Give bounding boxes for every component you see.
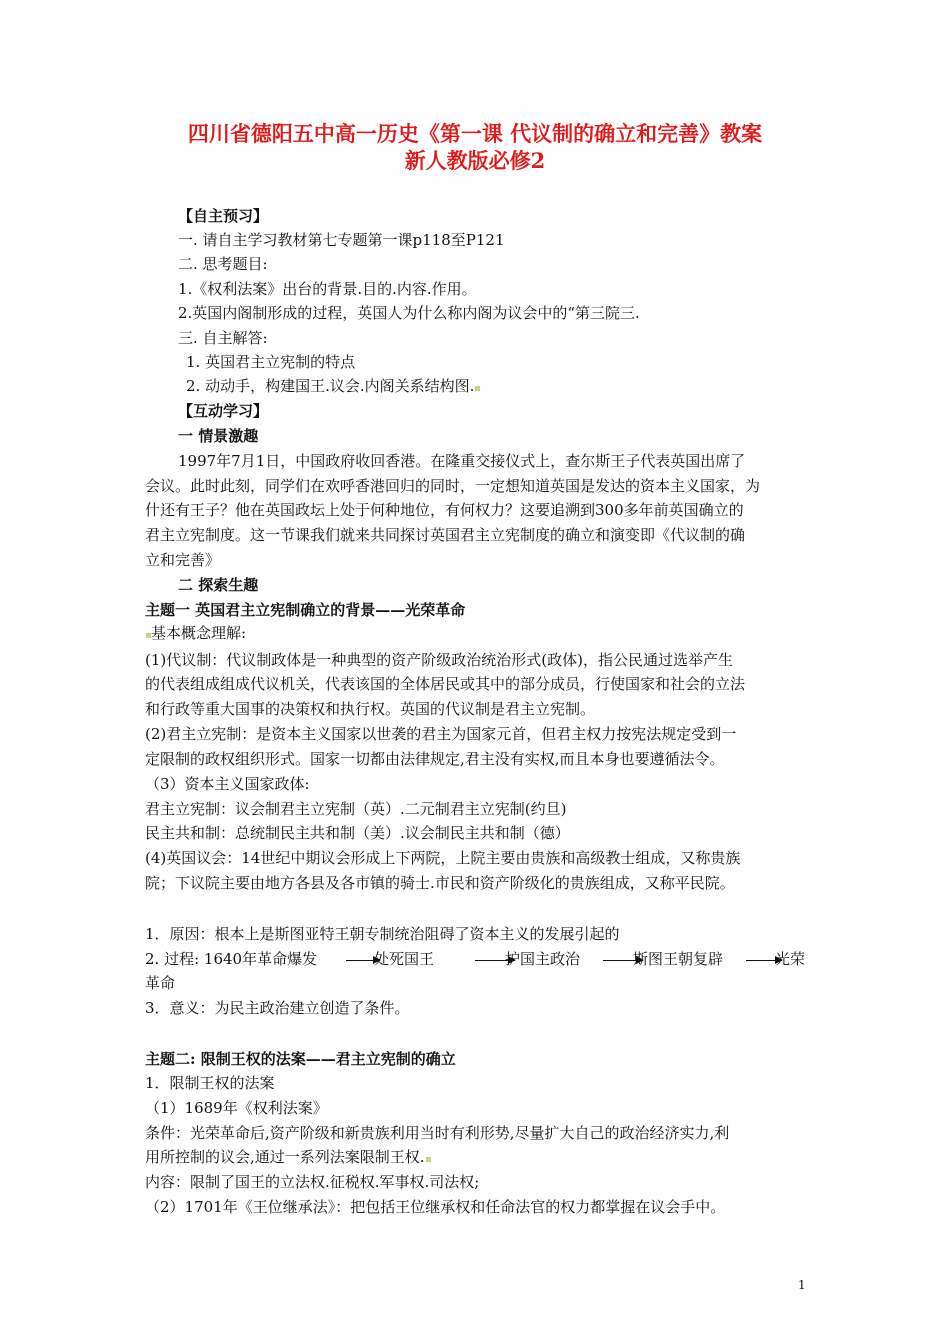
paragraph-line: 立和完善》: [145, 551, 221, 569]
process-step: 斯图王朝复辟: [633, 950, 724, 968]
preview-line: 1. 英国君主立宪制的特点: [186, 353, 356, 371]
topic1-heading: 主题一 英国君主立宪制确立的背景——光荣革命: [145, 601, 466, 619]
paragraph-line: 1997年7月1日，中国政府收回香港。在隆重交接仪式上，查尔斯王子代表英国出席了: [178, 452, 746, 470]
topic2-line: 条件：光荣革命后,资产阶级和新贵族利用当时有利形势,尽量扩大自己的政治经济实力,利: [145, 1124, 730, 1142]
concept-line: 民主共和制：总统制民主共和制（美）.议会制民主共和制（德）: [145, 824, 570, 842]
concept-line: 君主立宪制：议会制君主立宪制（英）.二元制君主立宪制(约旦): [145, 800, 567, 818]
page-number: 1: [798, 1278, 806, 1292]
meaning-line: 3．意义：为民主政治建立创造了条件。: [145, 999, 410, 1017]
concept-line: (2)君主立宪制：是资本主义国家以世袭的君主为国家元首，但君主权力按宪法规定受到一: [145, 725, 737, 743]
preview-line: 2. 动动手，构建国王.议会.内阁关系结构图.: [186, 376, 480, 396]
document-title: 四川省德阳五中高一历史《第一课 代议制的确立和完善》教案: [187, 121, 763, 146]
concept-label: 基本概念理解:: [145, 623, 246, 643]
interactive-heading: 【互动学习】: [178, 402, 269, 420]
preview-line: 三. 自主解答:: [178, 329, 268, 347]
edit-mark-icon: [426, 1157, 431, 1162]
paragraph-line: 君主立宪制度。这一节课我们就来共同探讨英国君主立宪制度的确立和演变即《代议制的确: [145, 526, 746, 544]
process-line: 革命: [145, 974, 176, 992]
concept-line: (1)代议制：代议制政体是一种典型的资产阶级政治统治形式(政体)，指公民通过选举产生: [145, 651, 733, 669]
topic2-line: （1）1689年《权利法案》: [145, 1099, 328, 1117]
preview-line: 2.英国内阁制形成的过程，英国人为什么称内阁为议会中的“第三院三.: [178, 304, 640, 322]
topic2-line: 1．限制王权的法案: [145, 1074, 275, 1092]
concept-line: 院；下议院主要由地方各县及各市镇的骑士.市民和资产阶级化的贵族组成，又称平民院。: [145, 874, 735, 892]
concept-line: （3）资本主义国家政体:: [145, 775, 310, 793]
concept-line: 和行政等重大国事的决策权和执行权。英国的代议制是君主立宪制。: [145, 700, 596, 718]
topic2-heading: 主题二: 限制王权的法案——君主立宪制的确立: [145, 1050, 456, 1068]
document-subtitle: 新人教版必修2: [404, 148, 546, 173]
paragraph-line: 什还有王子？他在英国政坛上处于何种地位，有何权力？这要追溯到300多年前英国确立的: [145, 501, 744, 519]
topic2-line: 内容：限制了国王的立法权.征税权.军事权.司法权;: [145, 1173, 480, 1191]
paragraph-line: 会议。此时此刻，同学们在欢呼香港回归的同时，一定想知道英国是发达的资本主义国家，为: [145, 477, 761, 495]
reason-line: 1．原因：根本上是斯图亚特王朝专制统治阻碍了资本主义的发展引起的: [145, 925, 620, 943]
process-step: 处死国王: [374, 950, 435, 968]
concept-line: 定限制的政权组织形式。国家一切都由法律规定,君主没有实权,而且本身也要遵循法令。: [145, 750, 725, 768]
section-heading: 一 情景激趣: [178, 427, 259, 445]
topic2-line: （2）1701年《王位继承法》：把包括王位继承权和任命法官的权力都掌握在议会手中。: [145, 1198, 726, 1216]
edit-mark-icon: [475, 386, 480, 391]
preview-heading: 【自主预习】: [178, 207, 269, 225]
topic2-line: 用所控制的议会,通过一系列法案限制王权.: [145, 1147, 431, 1167]
process-label: 2. 过程: 1640年革命爆发: [145, 950, 318, 968]
preview-line: 二. 思考题目:: [178, 255, 268, 273]
process-step: 护国主政治: [505, 950, 581, 968]
preview-line: 一. 请自主学习教材第七专题第一课p118至P121: [178, 231, 505, 249]
concept-line: (4)英国议会：14世纪中期议会形成上下两院，上院主要由贵族和高级教士组成，又称贵族: [145, 849, 741, 867]
process-step: 光荣: [775, 950, 806, 968]
section-heading: 二 探索生趣: [178, 576, 259, 594]
preview-line: 1.《权利法案》出台的背景.目的.内容.作用。: [178, 280, 477, 298]
concept-line: 的代表组成组成代议机关，代表该国的全体居民或其中的部分成员，行使国家和社会的立法: [145, 675, 746, 693]
